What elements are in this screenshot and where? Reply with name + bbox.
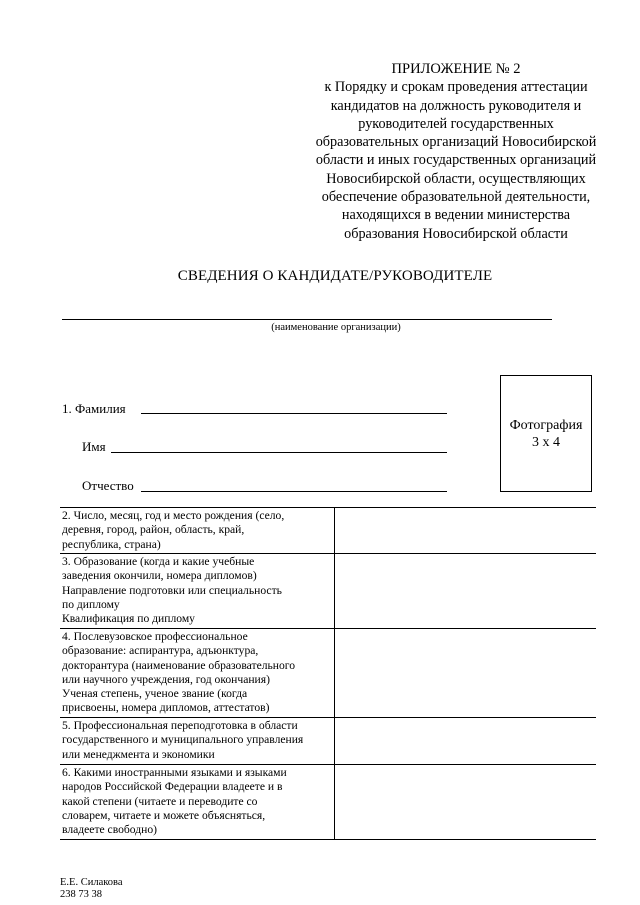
question-line: или менеджмента и экономики <box>62 747 215 761</box>
question-cell <box>60 765 335 840</box>
question-line: Направление подготовки или специальность <box>62 583 282 597</box>
question-line: 4. Послевузовское профессиональное <box>62 630 248 643</box>
appendix-line: образовательных организаций Новосибирской <box>315 134 597 151</box>
question-line: 2. Число, месяц, год и место рождения (село, <box>62 509 285 522</box>
question-line: заведения окончили, номера дипломов) <box>62 569 257 583</box>
answer-cell[interactable] <box>335 629 597 718</box>
question-line: словарем, читаете и можете объясняться, <box>62 808 266 822</box>
question-line: народов Российской Федерации владеете и в <box>62 780 283 794</box>
candidate-info-table <box>60 507 596 840</box>
document-title: СВЕДЕНИЯ О КАНДИДАТЕ/РУКОВОДИТЕЛЕ <box>177 268 493 284</box>
appendix-line: кандидатов на должность руководителя и <box>330 97 582 114</box>
question-line: или научного учреждения, год окончания) <box>62 672 270 686</box>
question-line: образование: аспирантура, адъюнктура, <box>62 644 259 658</box>
answer-cell[interactable] <box>335 554 597 629</box>
question-line: 3. Образование (когда и какие учебные <box>62 555 255 568</box>
table-row <box>60 765 596 840</box>
photo-size: 3 х 4 <box>532 435 560 450</box>
question-line: какой степени (читаете и переводите со <box>62 794 258 808</box>
author-phone: 238 73 38 <box>60 889 102 900</box>
answer-cell[interactable] <box>335 765 597 840</box>
appendix-line: области и иных государственных организаций <box>315 152 597 169</box>
table-row <box>60 718 596 765</box>
appendix-line: образования Новосибирской области <box>344 225 568 242</box>
question-line: по диплому <box>62 597 120 611</box>
question-cell <box>60 508 335 554</box>
question-cell <box>60 554 335 629</box>
table-row <box>60 554 596 629</box>
footer <box>60 877 123 901</box>
patronymic-label: Отчество <box>82 478 134 493</box>
question-line: республика, страна) <box>62 537 161 551</box>
question-cell <box>60 629 335 718</box>
photo-caption <box>501 417 591 451</box>
question-line: докторантура (наименование образовательного <box>62 658 296 672</box>
photo-caption-line: Фотография <box>509 418 583 433</box>
appendix-title: ПРИЛОЖЕНИЕ № 2 <box>391 61 521 77</box>
appendix-header <box>300 60 612 243</box>
appendix-line: Новосибирской области, осуществляющих <box>326 170 586 187</box>
photo-placeholder <box>500 375 592 492</box>
appendix-line: обеспечение образовательной деятельности, <box>321 189 591 206</box>
surname-label: 1. Фамилия <box>62 401 126 416</box>
organization-caption: (наименование организации) <box>271 322 401 333</box>
question-line: государственного и муниципального управления <box>62 733 304 747</box>
organization-name-line[interactable] <box>62 319 552 320</box>
question-line: Квалификация по диплому <box>62 612 195 626</box>
first-name-field-line[interactable] <box>111 452 447 453</box>
patronymic-field-line[interactable] <box>141 491 447 492</box>
appendix-line: руководителей государственных <box>358 115 554 132</box>
surname-field-line[interactable] <box>141 413 447 414</box>
table-row <box>60 629 596 718</box>
question-line: деревня, город, район, область, край, <box>62 523 245 537</box>
answer-cell[interactable] <box>335 718 597 765</box>
answer-cell[interactable] <box>335 508 597 554</box>
question-line: владеете свободно) <box>62 823 158 837</box>
question-cell <box>60 718 335 765</box>
appendix-line: к Порядку и срокам проведения аттестации <box>324 79 588 96</box>
table-row <box>60 508 596 554</box>
question-line: Ученая степень, ученое звание (когда <box>62 687 248 701</box>
question-line: 5. Профессиональная переподготовка в области <box>62 719 298 732</box>
question-line: 6. Какими иностранными языками и языками <box>62 766 287 779</box>
author-name: Е.Е. Силакова <box>60 877 123 888</box>
first-name-label: Имя <box>82 439 106 454</box>
question-line: присвоены, номера дипломов, аттестатов) <box>62 701 270 715</box>
appendix-line: находящихся в ведении министерства <box>341 207 571 224</box>
